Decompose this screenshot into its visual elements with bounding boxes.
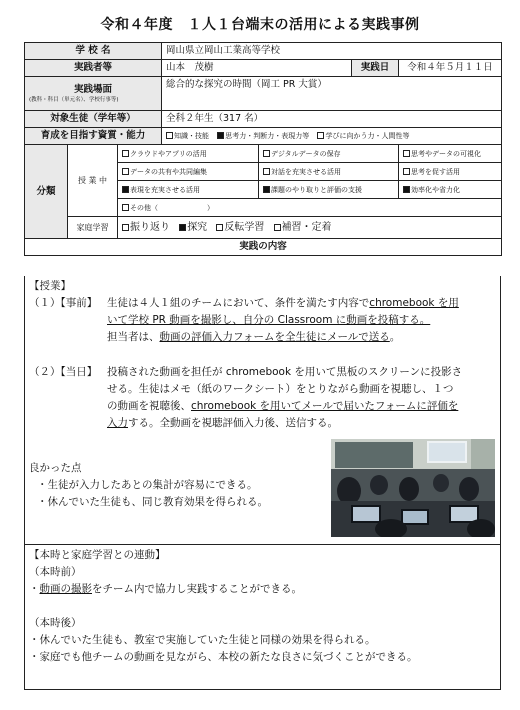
classification-label: 分類 <box>25 145 68 239</box>
after-class-label: （本時後） <box>29 617 82 629</box>
step1-line1-underlined: chromebook を用 <box>369 297 459 309</box>
step2-line2: せる。生徒はメモ（紙のワークシート）をとりながら動画を視聴し、１つ <box>107 383 454 395</box>
target-label: 対象生徒（学年等） <box>25 111 162 128</box>
in-class-option-r2c3: 思考を促す活用 <box>411 167 461 176</box>
home-option-3: 反転学習 <box>224 221 265 233</box>
ability-checkbox-3 <box>317 132 324 139</box>
home-checkbox-1 <box>122 224 129 231</box>
home-option-1: 振り返り <box>130 221 170 233</box>
document-title: 令和４年度 １人１台端末の活用による実践事例 <box>100 17 420 33</box>
home-option-4: 補習・定着 <box>281 221 332 233</box>
home-link-section <box>24 544 501 690</box>
in-class-checkbox-r2c2 <box>263 168 270 175</box>
in-class-label: 授 業 中 <box>68 145 118 217</box>
home-label: 家庭学習 <box>68 217 118 239</box>
in-class-checkbox-r3c3 <box>403 186 410 193</box>
home-options <box>118 217 502 239</box>
in-class-checkbox-r2c1 <box>122 168 129 175</box>
in-class-option-r1c2: デジタルデータの保存 <box>271 149 341 158</box>
before-class-label: （本時前） <box>29 566 82 578</box>
step2-line3: の動画を視聴後、 <box>107 400 191 412</box>
section-label: 【授業】 <box>29 280 71 292</box>
info-table <box>24 42 502 256</box>
step2-line4-underlined: 入力 <box>107 417 128 429</box>
step2-line3-underlined: chromebook を用いてメールで届いたフォームに評価を <box>191 400 459 412</box>
in-class-checkbox-r1c3 <box>403 150 410 157</box>
good-point-1: ・生徒が入力したあとの集計が容易にできる。 <box>37 479 258 491</box>
date-label: 実践日 <box>352 60 399 77</box>
step1-line3-end: 。 <box>389 331 401 343</box>
in-class-option-r1c1: クラウドやアプリの活用 <box>130 149 207 158</box>
step2-line4: する。全動画を視聴評価入力後、送信する。 <box>128 417 338 429</box>
ability-option-3: 学びに向かう力・人間性等 <box>325 132 410 140</box>
step1-line3: 担当者は、 <box>107 331 160 343</box>
ability-options <box>162 128 502 145</box>
step2-label: （２）【当日】 <box>29 366 98 378</box>
in-class-option-r2c1: データの共有や共同編集 <box>130 167 207 176</box>
good-points-title: 良かった点 <box>29 462 82 474</box>
content-header: 実践の内容 <box>25 239 502 256</box>
other-option: その他（ ） <box>130 203 214 212</box>
ability-checkbox-2 <box>217 132 224 139</box>
ability-option-2: 思考力・判断力・表現力等 <box>225 132 310 140</box>
in-class-checkbox-r2c3 <box>403 168 410 175</box>
target-value: 全科２年生（317 名） <box>162 111 502 128</box>
in-class-option-r3c3: 効率化や省力化 <box>411 185 461 194</box>
step1-line1: 生徒は４人１組のチームにおいて、条件を満たす内容で <box>107 297 370 309</box>
before-class-underlined: 動画の撮影 <box>39 583 92 595</box>
home-link-title: 【本時と家庭学習との連動】 <box>29 549 166 561</box>
date-value: 令和４年５月１１日 <box>399 60 502 77</box>
home-checkbox-4 <box>274 224 281 231</box>
teacher-value: 山本 茂樹 <box>162 60 352 77</box>
home-checkbox-3 <box>216 224 223 231</box>
step1-label: （１）【事前】 <box>29 297 98 309</box>
in-class-checkbox-r1c1 <box>122 150 129 157</box>
teacher-label: 実践者等 <box>25 60 162 77</box>
practice-content <box>24 276 501 544</box>
step1-line3-underlined: 動画の評価入力フォームを全生徒にメールで送る <box>159 331 390 343</box>
in-class-checkbox-r3c2 <box>263 186 270 193</box>
home-checkbox-2 <box>179 224 186 231</box>
ability-checkbox-1 <box>166 132 173 139</box>
ability-label: 育成を目指す資質・能力 <box>25 128 162 145</box>
scene-label: 実践場面 <box>74 84 113 95</box>
good-point-2: ・休んでいた生徒も、同じ教育効果を得られる。 <box>37 496 268 508</box>
other-checkbox <box>122 204 129 211</box>
ability-option-1: 知識・技能 <box>174 132 210 140</box>
after-class-item-1: ・休んでいた生徒も、教室で実施していた生徒と同様の効果を得られる。 <box>29 634 376 646</box>
after-class-item-2: ・家庭でも他チームの動画を見ながら、本校の新たな良さに気づくことができる。 <box>29 651 418 663</box>
in-class-option-r2c2: 対話を充実させる活用 <box>271 167 342 176</box>
scene-label-cell <box>25 77 162 111</box>
in-class-option-r1c3: 思考やデータの可視化 <box>411 149 482 158</box>
in-class-option-r3c2: 課題のやり取りと評価の支援 <box>271 185 363 194</box>
in-class-checkbox-r1c2 <box>263 150 270 157</box>
classroom-photo <box>331 439 495 537</box>
home-option-2: 探究 <box>187 221 208 233</box>
before-class-text: をチーム内で協力し実践することができる。 <box>92 583 302 595</box>
step2-line1: 投稿された動画を担任が chromebook を用いて黒板のスクリーンに投影さ <box>107 366 463 378</box>
scene-note: (教科・科目（単元名）、学校行事等) <box>29 97 119 103</box>
before-class-bullet: ・ <box>29 583 40 595</box>
step1-line2: いて学校 PR 動画を撮影し、自分の Classroom に動画を投稿する。 <box>107 314 431 326</box>
school-label: 学 校 名 <box>25 43 162 60</box>
scene-value: 総合的な探究の時間（岡工 PR 大賞） <box>162 77 502 111</box>
school-value: 岡山県立岡山工業高等学校 <box>162 43 502 60</box>
in-class-option-r3c1: 表現を充実させる活用 <box>130 185 200 194</box>
in-class-checkbox-r3c1 <box>122 186 129 193</box>
